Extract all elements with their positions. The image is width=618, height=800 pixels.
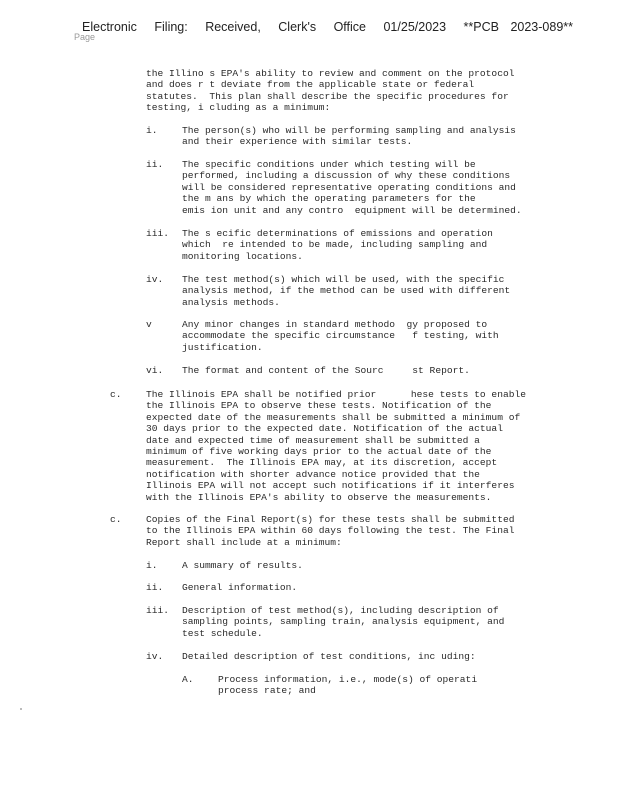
text-line: General information. [182, 582, 298, 593]
text-line: analysis method, if the method can be used with different [182, 285, 511, 297]
header-word-office: Office [333, 20, 366, 34]
text-line: Report shall include at a minimum: [146, 536, 342, 548]
plan-item-i [182, 125, 516, 148]
paragraph-label: c. [110, 514, 122, 525]
item-label: iv. [146, 274, 164, 285]
text-line: the m ans by which the operating parameters for the [182, 193, 476, 205]
plan-item-iii [182, 228, 493, 262]
text-line: The test method(s) which will be used, with the specific [182, 274, 505, 285]
text-line: the Illinois EPA to observe these tests. Notification of the [146, 400, 492, 412]
item-label: v [146, 319, 152, 330]
item-label: vi. [146, 365, 164, 376]
filing-header [82, 20, 612, 34]
report-item-ii [182, 582, 297, 593]
text-line: sampling points, sampling train, analysis equipment, and [182, 616, 505, 628]
item-label: i. [146, 125, 158, 136]
header-date: 01/25/2023 [383, 20, 447, 34]
item-label: ii. [146, 159, 164, 170]
text-line: The s ecific determinations of emissions and operation [182, 228, 493, 239]
notification-paragraph [146, 389, 526, 503]
header-case-number: 2023-089** [510, 20, 574, 34]
paragraph-label: c. [110, 389, 122, 400]
text-line: The person(s) who will be performing sampling and analysis [182, 125, 516, 136]
text-line: and their experience with similar tests. [182, 136, 413, 148]
report-item-i [182, 560, 303, 571]
text-line: and does r t deviate from the applicable state or federal [146, 79, 475, 91]
text-line: A summary of results. [182, 560, 303, 571]
header-word-clerks: Clerk's [278, 20, 317, 34]
text-line: justification. [182, 341, 263, 353]
text-line: accommodate the specific circumstance f testing, with [182, 330, 499, 342]
text-line: minimum of five working days prior to the actual date of the [146, 446, 492, 458]
text-line: Any minor changes in standard methodo gy proposed to [182, 319, 488, 330]
final-report-paragraph [146, 514, 514, 548]
text-line: measurement. The Illinois EPA may, at its discretion, accept [146, 457, 498, 469]
header-case: **PCB [463, 20, 499, 34]
item-label: iv. [146, 651, 164, 662]
text-line: Illinois EPA will not accept such notifications if it interferes [146, 480, 515, 492]
page-mark: Page [74, 32, 96, 42]
intro-paragraph [146, 68, 514, 114]
text-line: Process information, i.e., mode(s) of operati [218, 674, 478, 685]
text-line: which re intended to be made, including sampling and [182, 239, 488, 251]
plan-item-iv [182, 274, 510, 308]
text-line: with the Illinois EPA's ability to observe the measurements. [146, 491, 492, 503]
plan-item-vi [182, 365, 470, 376]
text-line: Detailed description of test conditions, inc uding: [182, 651, 476, 662]
text-line: The specific conditions under which testing will be [182, 159, 476, 170]
text-line: date and expected time of measurement shall be submitted a [146, 434, 480, 446]
text-line: performed, including a discussion of why these conditions [182, 170, 511, 182]
scan-speck [20, 708, 22, 710]
text-line: statutes. This plan shall describe the specific procedures for [146, 90, 509, 102]
text-line: 30 days prior to the expected date. Notification of the actual [146, 423, 503, 435]
item-label: iii. [146, 605, 170, 616]
sub-item-label: A. [182, 674, 194, 685]
text-line: expected date of the measurements shall be submitted a minimum of [146, 411, 521, 423]
text-line: The Illinois EPA shall be notified prior hese tests to enable [146, 389, 526, 400]
text-line: Description of test method(s), including description of [182, 605, 499, 616]
header-word-received: Received, [205, 20, 261, 34]
header-word-electronic: Electronic [82, 20, 137, 34]
plan-item-v [182, 319, 499, 353]
item-label: ii. [146, 582, 164, 593]
report-item-iii [182, 605, 504, 639]
text-line: will be considered representative operating conditions and [182, 181, 516, 193]
text-line: emis ion unit and any contro equipment will be determined. [182, 204, 522, 216]
text-line: monitoring locations. [182, 250, 303, 262]
text-line: test schedule. [182, 627, 263, 639]
text-line: Copies of the Final Report(s) for these tests shall be submitted [146, 514, 515, 525]
plan-item-ii [182, 159, 522, 216]
text-line: to the Illinois EPA within 60 days following the test. The Final [146, 525, 515, 537]
text-line: testing, i cluding as a minimum: [146, 102, 331, 114]
text-line: the Illino s EPA's ability to review and comment on the protocol [146, 68, 515, 79]
text-line: process rate; and [218, 685, 316, 697]
header-word-filing: Filing: [154, 20, 188, 34]
item-label: iii. [146, 228, 170, 239]
item-label: i. [146, 560, 158, 571]
sub-item-a [218, 674, 477, 697]
text-line: analysis methods. [182, 296, 280, 308]
report-item-iv [182, 651, 476, 662]
text-line: The format and content of the Sourc st Report. [182, 365, 470, 376]
text-line: notification with shorter advance notice provided that the [146, 468, 480, 480]
